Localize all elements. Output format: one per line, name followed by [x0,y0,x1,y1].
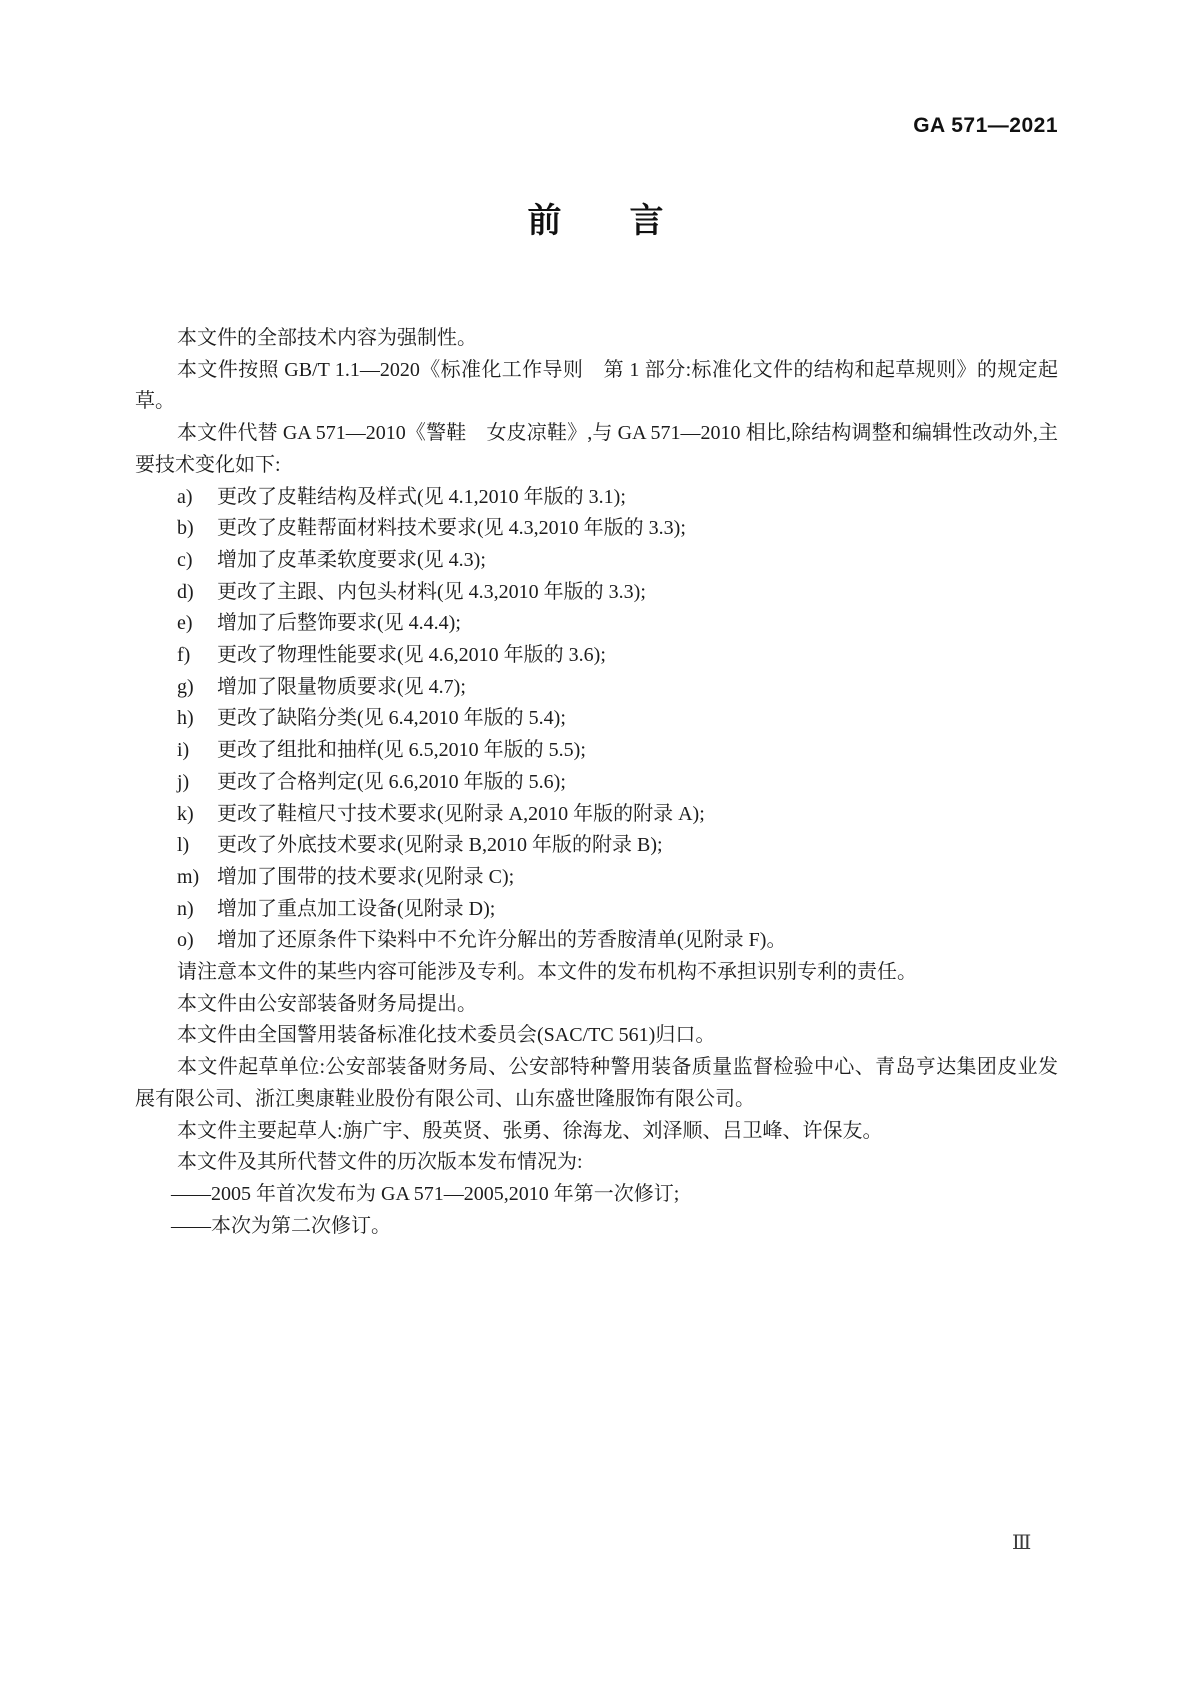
list-item-text: 更改了皮鞋帮面材料技术要求(见 4.3,2010 年版的 3.3); [217,517,686,540]
list-item [135,862,1058,894]
list-item-text: 更改了合格判定(见 6.6,2010 年版的 5.6); [217,770,566,793]
change-list [135,482,1058,958]
paragraph-replacement-note: 本文件代替 GA 571—2010《警鞋 女皮凉鞋》,与 GA 571—2010 相比,除结构调整和编辑性改动外,主要技术变化如下: [135,422,1058,476]
list-item [135,799,1058,831]
list-item-label: g) [177,675,194,698]
list-item [135,703,1058,735]
list-item [135,672,1058,704]
list-item [135,830,1058,862]
list-item-label: k) [177,802,194,825]
list-item-text: 更改了皮鞋结构及样式(见 4.1,2010 年版的 3.1); [217,485,626,508]
list-item [135,767,1058,799]
list-item [135,735,1058,767]
paragraph-mandatory-note: 本文件的全部技术内容为强制性。 [177,327,477,349]
paragraph-drafting-rules: 本文件按照 GB/T 1.1—2020《标准化工作导则 第 1 部分:标准化文件的结构和起草规则》的规定起草。 [135,358,1058,413]
paragraph-version-history-intro: 本文件及其所代替文件的历次版本发布情况为: [177,1151,583,1174]
list-item-label: j) [177,770,190,793]
list-item-text: 增加了重点加工设备(见附录 D); [217,897,496,920]
list-item-label: n) [177,897,194,920]
paragraph-proposed-by: 本文件由公安部装备财务局提出。 [177,992,477,1015]
page-title: 前 言 [527,202,664,240]
list-item [135,577,1058,609]
list-item-label: a) [177,485,193,508]
list-item [135,608,1058,640]
list-item-label: f) [177,644,191,667]
list-item-text: 更改了缺陷分类(见 6.4,2010 年版的 5.4); [217,707,566,730]
list-item-label: m) [177,865,200,888]
list-item-text: 增加了限量物质要求(见 4.7); [217,675,466,698]
list-item-text: 增加了围带的技术要求(见附录 C); [217,865,515,888]
list-item-text: 更改了鞋楦尺寸技术要求(见附录 A,2010 年版的附录 A); [217,802,705,825]
list-item-label: e) [177,612,193,635]
list-item-text: 增加了还原条件下染料中不允许分解出的芳香胺清单(见附录 F)。 [217,929,787,952]
list-item-text: 增加了后整饰要求(见 4.4.4); [217,612,461,635]
list-item-label: i) [177,739,190,762]
version-history [135,1179,1058,1242]
list-item-label: c) [177,548,193,571]
list-item-label: h) [177,707,194,730]
history-item: ——本次为第二次修订。 [171,1214,391,1237]
list-item-text: 更改了物理性能要求(见 4.6,2010 年版的 3.6); [217,644,606,667]
page-number: Ⅲ [1012,1532,1032,1554]
paragraph-patent-note: 请注意本文件的某些内容可能涉及专利。本文件的发布机构不承担识别专利的责任。 [177,961,917,984]
paragraph-drafters: 本文件主要起草人:旃广宇、殷英贤、张勇、徐海龙、刘泽顺、吕卫峰、许保友。 [177,1119,883,1142]
list-item-label: l) [177,834,190,857]
paragraph-drafting-organizations: 本文件起草单位:公安部装备财务局、公安部特种警用装备质量监督检验中心、青岛亨达集团皮业发展有限公司、浙江奥康鞋业股份有限公司、山东盛世隆服饰有限公司。 [135,1056,1058,1110]
history-item: ——2005 年首次发布为 GA 571—2005,2010 年第一次修订; [171,1182,680,1205]
list-item-text: 增加了皮革柔软度要求(见 4.3); [217,548,486,571]
list-item [135,513,1058,545]
list-item-text: 更改了主跟、内包头材料(见 4.3,2010 年版的 3.3); [217,580,646,603]
list-item [135,894,1058,926]
list-item [135,545,1058,577]
list-item-text: 更改了外底技术要求(见附录 B,2010 年版的附录 B); [217,834,663,857]
list-item [135,482,1058,514]
list-item-text: 更改了组批和抽样(见 6.5,2010 年版的 5.5); [217,739,586,762]
standard-code: GA 571—2021 [913,114,1058,137]
paragraph-centralized-by: 本文件由全国警用装备标准化技术委员会(SAC/TC 561)归口。 [177,1024,716,1047]
list-item-label: d) [177,580,194,603]
foreword-body [135,323,1058,1242]
list-item-label: b) [177,517,194,540]
list-item [135,925,1058,957]
list-item-label: o) [177,929,194,952]
list-item [135,640,1058,672]
